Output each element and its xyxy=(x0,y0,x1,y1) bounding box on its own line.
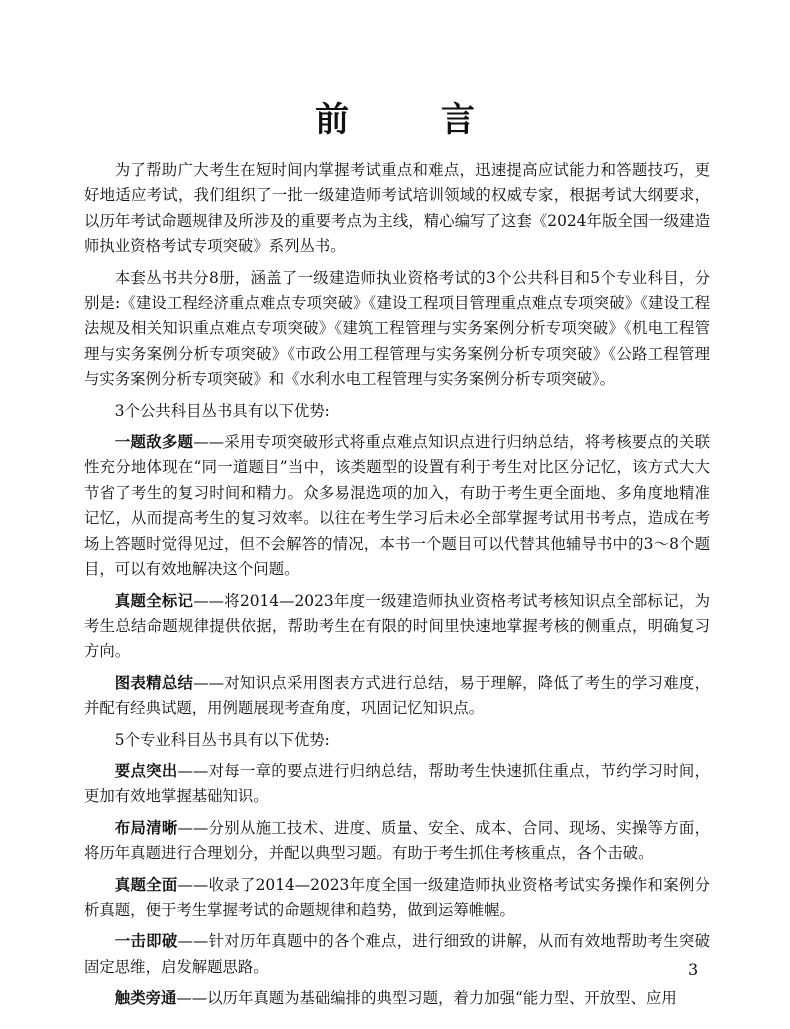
paragraph xyxy=(84,399,710,424)
paragraph-text: ——针对历年真题中的各个难点，进行细致的讲解，从而有效地帮助考生突破固定思维，启发解题思路。 xyxy=(84,932,710,976)
paragraph-text: 3个公共科目丛书具有以下优势: xyxy=(114,401,330,420)
paragraph xyxy=(84,158,710,260)
paragraph-lead: 真题全标记 xyxy=(114,591,194,610)
paragraph xyxy=(84,671,710,722)
paragraph xyxy=(84,266,710,393)
page-number: 3 xyxy=(688,960,699,979)
paragraph-lead: 一击即破 xyxy=(114,932,178,951)
paragraph-text: 为了帮助广大考生在短时间内掌握考试重点和难点，迅速提高应试能力和答题技巧，更好地适应考试，我们组织了一批一级建造师考试培训领域的权威专家，根据考试大纲要求，以历年考试命题规律及所涉及的重要考点为主线，精心编写了这套《2024年版全国一级建造师执业资格考试专项突破》系列丛书。 xyxy=(84,161,710,256)
page-title: 前 言 xyxy=(315,100,515,140)
paragraph xyxy=(84,430,710,582)
paragraph xyxy=(84,589,710,665)
paragraph-text: ——对知识点采用图表方式进行总结，易于理解，降低了考生的学习难度，并配有经典试题，用例题展现考查角度，巩固记忆知识点。 xyxy=(84,673,710,718)
paragraph-text: ——将2014—2023年度一级建造师执业资格考试考核知识点全部标记，为考生总结命题规律提供依据，帮助考生在有限的时间里快速地掌握考核的侧重点，明确复习方向。 xyxy=(84,591,710,661)
paragraph-lead: 一题敌多题 xyxy=(114,433,194,452)
paragraph-lead: 真题全面 xyxy=(114,875,178,894)
preface-body xyxy=(84,158,710,1012)
paragraph-lead: 图表精总结 xyxy=(114,673,194,692)
paragraph xyxy=(84,759,710,810)
paragraph-text: ——收录了2014—2023年度全国一级建造师执业资格考试实务操作和案例分析真题，便于考生掌握考试的命题规律和趋势，做到运筹帷幄。 xyxy=(84,875,710,919)
paragraph xyxy=(84,873,710,924)
paragraph xyxy=(84,986,710,1011)
paragraph-text: ——对每一章的要点进行归纳总结，帮助考生快速抓住重点，节约学习时间，更加有效地掌握基础知识。 xyxy=(84,761,710,806)
paragraph-lead: 布局清晰 xyxy=(114,818,178,837)
paragraph xyxy=(84,816,710,867)
paragraph-text: ——以历年真题为基础编排的典型习题，着力加强“能力型、开放型、应用 xyxy=(176,989,677,1008)
paragraph-lead: 触类旁通 xyxy=(114,989,177,1008)
paragraph xyxy=(84,929,710,980)
paragraph-text: 本套丛书共分8册，涵盖了一级建造师执业资格考试的3个公共科目和5个专业科目，分别是:《建设工程经济重点难点专项突破》《建设工程项目管理重点难点专项突破》《建设工程法规及相关知识重点难点专项突破》《建筑工程管理与实务案例分析专项突破》《机电工程管理与实务案例分析专项突破》《市政公用工程管理与实务案例分析专项突破》《公路工程管理与实务案例分析专项突破》和《水利水电工程管理与实务案例分析专项突破》。 xyxy=(84,268,710,389)
paragraph-text: 5个专业科目丛书具有以下优势: xyxy=(114,730,330,749)
paragraph xyxy=(84,728,710,753)
paragraph-lead: 要点突出 xyxy=(114,761,178,780)
paragraph-text: ——分别从施工技术、进度、质量、安全、成本、合同、现场、实操等方面，将历年真题进行合理划分，并配以典型习题。有助于考生抓住考核重点，各个击破。 xyxy=(84,818,710,863)
paragraph-text: ——采用专项突破形式将重点难点知识点进行归纳总结，将考核要点的关联性充分地体现在“同一道题目”当中，该类题型的设置有利于考生对比区分记忆，该方式大大节省了考生的复习时间和精力。众多易混选项的加入，有助于考生更全面地、多角度地精准记忆，从而提高考生的复习效率。以往在考生学习后未必全部掌握考试用书考点，造成在考场上答题时觉得见过，但不会解答的情况，本书一个题目可以代替其他辅导书中的3～8个题目，可以有效地解决这个问题。 xyxy=(84,433,710,579)
